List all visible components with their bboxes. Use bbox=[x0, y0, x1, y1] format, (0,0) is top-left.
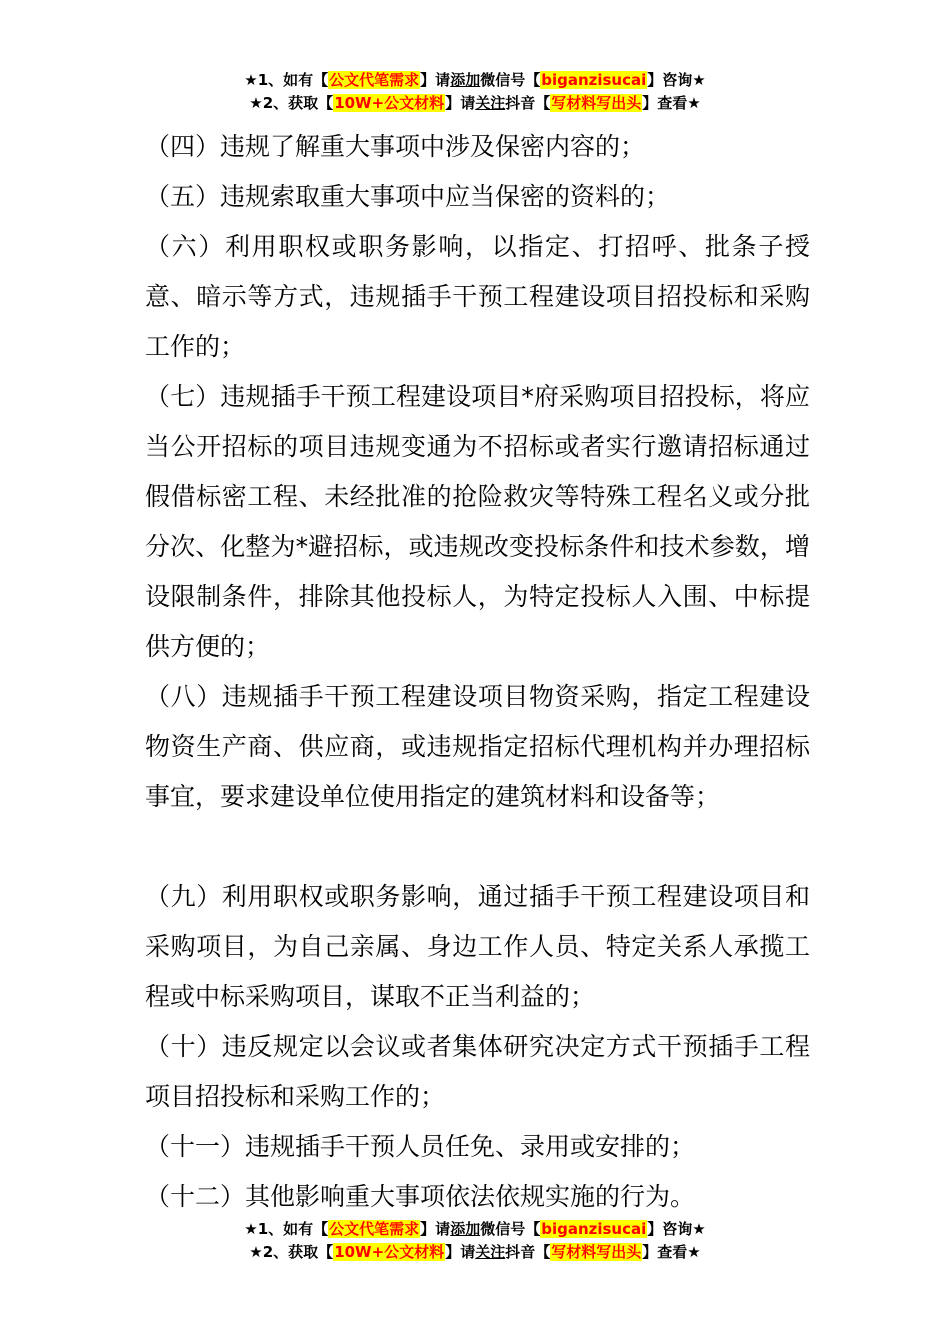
footer-banner bbox=[0, 1218, 950, 1264]
banner-text: ★2、获取【 bbox=[249, 94, 334, 112]
banner-text: ★1、如有【 bbox=[244, 71, 329, 89]
banner-text: 】咨询★ bbox=[647, 1220, 706, 1238]
footer-banner-line-1 bbox=[0, 1218, 950, 1241]
highlight-wechat-id: biganzisucai bbox=[541, 1220, 647, 1238]
header-banner-line-2 bbox=[0, 92, 950, 115]
banner-text: 微信号【 bbox=[480, 71, 541, 89]
paragraph-item-11: （十一）违规插手干预人员任免、录用或安排的； bbox=[145, 1132, 696, 1161]
highlight-douyin-account: 写材料写出头 bbox=[551, 94, 642, 112]
banner-text: 】咨询★ bbox=[647, 71, 706, 89]
paragraph-item-12: （十二）其他影响重大事项依法依规实施的行为。 bbox=[145, 1182, 696, 1211]
banner-text: 微信号【 bbox=[480, 1220, 541, 1238]
header-banner bbox=[0, 69, 950, 115]
banner-text: ★2、获取【 bbox=[249, 1243, 334, 1261]
banner-emphasis: 关注 bbox=[475, 1243, 506, 1261]
banner-emphasis: 添加 bbox=[450, 1220, 481, 1238]
banner-text: 抖音【 bbox=[505, 1243, 551, 1261]
highlight-service-label: 公文代笔需求 bbox=[329, 1220, 420, 1238]
banner-emphasis: 关注 bbox=[475, 94, 506, 112]
banner-emphasis: 添加 bbox=[450, 71, 481, 89]
banner-text: 抖音【 bbox=[505, 94, 551, 112]
highlight-wechat-id: biganzisucai bbox=[541, 71, 647, 89]
banner-text: 】请 bbox=[445, 94, 476, 112]
paragraph-item-5: （五）违规索取重大事项中应当保密的资料的； bbox=[145, 182, 671, 211]
banner-text: 】请 bbox=[420, 71, 451, 89]
paragraph-item-6: （六）利用职权或职务影响，以指定、打招呼、批条子授意、暗示等方式，违规插手干预工程建设项目招投标和采购工作的； bbox=[145, 232, 810, 361]
paragraph-item-8: （八）违规插手干预工程建设项目物资采购，指定工程建设物资生产商、供应商，或违规指定招标代理机构并办理招标事宜，要求建设单位使用指定的建筑材料和设备等； bbox=[145, 682, 810, 811]
header-banner-line-1 bbox=[0, 69, 950, 92]
banner-text: 】查看★ bbox=[642, 94, 701, 112]
paragraph-item-10: （十）违反规定以会议或者集体研究决定方式干预插手工程项目招投标和采购工作的； bbox=[145, 1032, 810, 1111]
highlight-douyin-account: 写材料写出头 bbox=[551, 1243, 642, 1261]
banner-text: 】查看★ bbox=[642, 1243, 701, 1261]
footer-banner-line-2 bbox=[0, 1241, 950, 1264]
paragraph-item-7: （七）违规插手干预工程建设项目*府采购项目招投标，将应当公开招标的项目违规变通为不招标或者实行邀请招标通过假借标密工程、未经批准的抢险救灾等特殊工程名义或分批分次、化整为*避招标，或违规改变投标条件和技术参数，增设限制条件，排除其他投标人，为特定投标人入围、中标提供方便的； bbox=[145, 382, 810, 661]
document-body bbox=[145, 122, 810, 1222]
banner-text: ★1、如有【 bbox=[244, 1220, 329, 1238]
paragraph-item-9: （九）利用职权或职务影响，通过插手干预工程建设项目和采购项目，为自己亲属、身边工作人员、特定关系人承揽工程或中标采购项目，谋取不正当利益的； bbox=[145, 882, 810, 1011]
highlight-materials-label: 10W+公文材料 bbox=[334, 94, 445, 112]
paragraph-spacer bbox=[145, 822, 810, 872]
highlight-service-label: 公文代笔需求 bbox=[329, 71, 420, 89]
paragraph-item-4: （四）违规了解重大事项中涉及保密内容的； bbox=[145, 132, 646, 161]
banner-text: 】请 bbox=[420, 1220, 451, 1238]
banner-text: 】请 bbox=[445, 1243, 476, 1261]
highlight-materials-label: 10W+公文材料 bbox=[334, 1243, 445, 1261]
